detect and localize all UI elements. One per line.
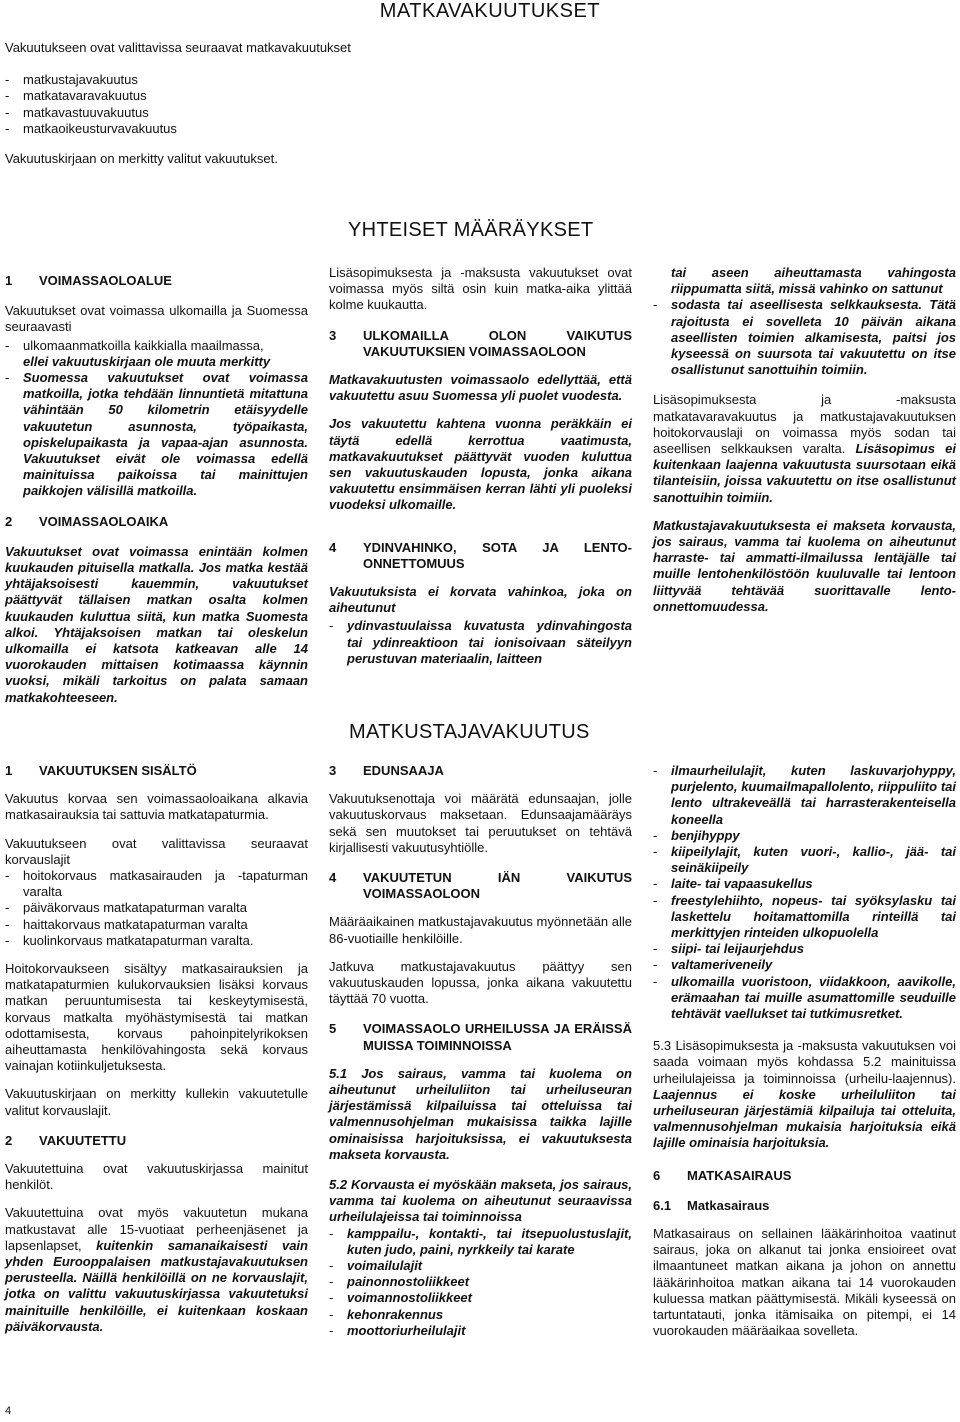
list-item: - ulkomaanmatkoilla kaikkialla maailmassa, ellei vakuutuskirjaan ole muuta merkitty [5,337,271,369]
list-item: - kuolinkorvaus matkatapaturman varalta. [5,932,254,948]
travel-column-2 [329,763,632,1339]
paragraph: Lisäsopimuksesta ja -maksusta matkatavaravakuutus ja matkustajavakuutuksen hoitokorvauslaji on voimassa myös sodan tai aseellisen selkkauksen varalta. Lisäsopimus ei kuitenkaan laajenna vakuutusta suursotaan eikä tilanteisiin, joissa vakuutettu on itse osallistunut sanottuihin toimiin. [653,392,956,505]
paragraph: Matkustajavakuutuksesta ei makseta korvausta, jos sairaus, vamma tai kuolema on aiheutunut harraste- tai ammatti-ilmailussa lentäjälle tai muille lentohenkilöstöön kuuluvalle tai lentoon liittyvää tehtävää suorittavalle lento-onnettomuudessa. [653,517,956,614]
paragraph: Lisäsopimuksesta ja -maksusta vakuutukset ovat voimassa myös siltä osin kuin matka-aika ylittää kolme kuukautta. [329,265,632,313]
paragraph: Vakuutus korvaa sen voimassaoloaikana alkavia matkasairauksia tai sattuvia matkatapaturmia. [5,791,308,823]
paragraph: 5.2 Korvausta ei myöskään makseta, jos sairaus, vamma tai kuolema on aiheutunut seuraavissa urheilulajeissa tai toiminnoissa [329,1177,632,1225]
paragraph: Jatkuva matkustajavakuutus päättyy sen vakuutuskauden lopussa, jonka aikana vakuutettu täyttää 70 vuotta. [329,958,632,1007]
paragraph: Vakuutuskirjaan on merkitty kullekin vakuutetulle valitut korvauslajit. [5,1086,308,1118]
paragraph: 5.1 Jos sairaus, vamma tai kuolema on aiheutunut urheiluliiton tai urheiluseuran järjestämissä kilpailuissa tai otteluissa tai valmennusohjelman mukaisissa taikka lajille ominaisissa harjoituksissa, ei vakuutuksesta makseta korvausta. [329,1065,632,1162]
list-item: - benjihyppy [653,827,740,843]
section-heading: 4 YDINVAHINKO, SOTA JA LENTO-ONNETTOMUUS [329,539,632,571]
list-item: - laite- tai vapaasukellus [653,876,813,892]
page-number: 4 [5,1405,12,1417]
section-heading: 2 VAKUUTETTU [5,1132,127,1148]
list-item: - matkustajavakuutus [5,72,138,88]
section-title-common: YHTEISET MÄÄRÄYKSET [348,219,594,241]
section-heading: 4 VAKUUTETUN IÄN VAIKUTUS VOIMASSAOLOON [329,870,632,902]
page-title: MATKAVAKUUTUKSET [379,0,600,22]
paragraph: Vakuutuksista ei korvata vahinkoa, joka on aiheutunut [329,584,632,616]
list-item: - ilmaurheilulajit, kuten laskuvarjohyppy, purjelento, kuumailmapallolento, riippuliito tai lento ultrakeveällä tai harrasterakenteisella koneella [653,763,956,827]
list-item: - voimannostoliikkeet [329,1290,472,1306]
list-item: - Suomessa vakuutukset ovat voimassa matkoilla, jotka tehdään linnuntietä mitattuna vähintään 50 kilometrin etäisyydelle vakuutetun asunnosta, työpaikasta, opiskelupaikasta ja vapaa-ajan asunnosta. Vakuutukset eivät ole voimassa edellä mainituissa paikoissa tai mainittujen paikkojen välisillä matkoilla. [5,370,308,499]
paragraph: Määräaikainen matkustajavakuutus myönnetään alle 86-vuotiaille henkilöille. [329,914,632,946]
paragraph: Jos vakuutettu kahtena vuonna peräkkäin ei täytä edellä kerrottua vaatimusta, matkavakuutukset päättyvät vuoden kuluttua sen vakuutuskauden lopusta, jonka aikana vakuutettu ensimmäisen kerran lähti yli puoleksi vuodeksi ulkomaille. [329,416,632,513]
paragraph: Vakuutukseen ovat valittavissa seuraavat korvauslajit [5,835,308,867]
paragraph: Vakuutettuina ovat vakuutuskirjassa mainitut henkilöt. [5,1161,308,1193]
intro-lead: Vakuutukseen ovat valittavissa seuraavat matkavakuutukset [5,40,351,55]
paragraph: Hoitokorvaukseen sisältyy matkasairauksien ja matkatapaturmien kulukorvauksien lisäksi korvaus matkan peruuntumisesta tai keskeytymisestä, korvaus matkalta myöhästymisestä tai matkan odottamisesta, korvaus pahoinpitelyrikoksen aiheuttamasta henkilövahingosta sekä korvaus vainajan kotiinkuljetuksesta. [5,961,308,1074]
list-item: - matkavastuuvakuutus [5,104,149,120]
list-item: - siipi- tai leijaurjehdus [653,941,804,957]
paragraph: Vakuutuksenottaja voi määrätä edunsaajan, jolle vakuutuskorvaus maksetaan. Edunsaajamääräys sekä sen muutokset tai peruutukset on tehtävä kirjallisesti vakuutusyhtiölle. [329,791,632,855]
list-item: - matkatavaravakuutus [5,88,147,104]
intro-block [5,40,625,179]
list-item: - matkaoikeusturvavakuutus [5,120,177,136]
section-heading: 1 VAKUUTUKSEN SISÄLTÖ [5,763,197,778]
list-item: - ydinvastuulaissa kuvatusta ydinvahingosta tai ydinreaktioon tai ionisoivaan säteilyyn perustuvan materiaalin, laitteen [329,618,632,666]
paragraph: Matkasairaus on sellainen lääkärinhoitoa vaatinut sairaus, joka on alkanut tai jonka ensioireet ovat ilmaantuneet matkan aikana ja johon on annettu lääkärinhoitoa matkan aikana tai 14 vuorokauden kuluessa matkan päättymisestä. Mikäli kyseessä on tartuntatauti, jonka itämisaika on pitempi, ei 14 vuorokauden määräaikaa sovelleta. [653,1226,956,1339]
section-heading: 1 VOIMASSAOLOALUE [5,273,172,288]
travel-column-1 [5,763,308,1347]
list-item: - kiipeilylajit, kuten vuori-, kallio-, jää- tai seinäkiipeily [653,844,956,876]
list-item: - kamppailu-, kontakti-, tai itsepuolustuslajit, kuten judo, paini, nyrkkeily tai karate [329,1225,632,1257]
list-item: - päiväkorvaus matkatapaturman varalta [5,900,248,916]
list-item: - voimailulajit [329,1258,423,1274]
list-item: - valtameriveneily [653,957,773,973]
travel-column-3 [653,763,956,1352]
section-heading: 3 EDUNSAAJA [329,763,444,778]
list-item: - kehonrakennus [329,1306,444,1322]
list-item: - haittakorvaus matkatapaturman varalta [5,916,248,932]
subsection-heading: 6.1 Matkasairaus [653,1197,770,1213]
list-item-continued: tai aseen aiheuttamasta vahingosta riippumatta siitä, missä vahinko on sattunut [671,265,956,297]
section-heading: 5 VOIMASSAOLO URHEILUSSA JA ERÄISSÄ MUISSA TOIMINNOISSA [329,1021,632,1053]
section-heading: 2 VOIMASSAOLOAIKA [5,513,169,529]
list-item: - hoitokorvaus matkasairauden ja -tapaturman varalta [5,868,308,900]
paragraph: 5.3 Lisäsopimuksesta ja -maksusta vakuutuksen voi saada voimaan myös kohdassa 5.2 mainituissa urheilulajeissa ja toiminnoissa (urheilu-laajennus). Laajennus ei koske urheiluliiton tai urheiluseuran järjestämiä kilpailuja tai otteluita, valmennusohjelman mukaisia harjoituksia eikä lajille ominaisia harjoituksia. [653,1038,956,1151]
list-item: - moottoriurheilulajit [329,1322,466,1338]
paragraph: Vakuutukset ovat voimassa ulkomailla ja Suomessa seuraavasti [5,303,308,335]
list-item: - ulkomailla vuoristoon, viidakkoon, aavikolle, erämaahan tai muille asumattomille seuduille tehtävät vaellukset tai tutkimusretket. [653,973,956,1022]
list-item: - sodasta tai aseellisesta selkkauksesta. Tätä rajoitusta ei sovelleta 10 päivän aikana aseellisten toimien alkamisesta, paitsi jos kyseessä on suursota tai vakuutettu on itse osallistunut sanottuihin toimiin. [653,297,956,378]
intro-note: Vakuutuskirjaan on merkitty valitut vakuutukset. [5,151,278,167]
section-heading: 6 MATKASAIRAUS [653,1167,792,1183]
common-column-3 [653,265,956,627]
common-column-2 [329,265,632,667]
paragraph: Vakuutettuina ovat myös vakuutetun mukana matkustavat alle 15-vuotiaat perheenjäsenet ja lapsenlapset, kuitenkin samanaikaisesti vain yhden Eurooppalaisen matkustajavakuutuksen perusteella. Näillä henkilöillä on ne korvauslajit, jotka on valittu vakuutuskirjassa vakuutetuksi mainituille henkilöille, ei kuitenkaan koskaan päiväkorvausta. [5,1205,308,1334]
section-title-travel: MATKUSTAJAVAKUUTUS [349,721,590,743]
section-heading: 3 ULKOMAILLA OLON VAIKUTUS VAKUUTUKSIEN VOIMASSAOLOON [329,327,632,359]
list-item: - painonnostoliikkeet [329,1274,470,1290]
paragraph: Matkavakuutusten voimassaolo edellyttää, että vakuutettu asuu Suomessa yli puolet vuodesta. [329,372,632,404]
common-column-1 [5,273,308,718]
list-item: - freestylehiihto, nopeus- tai syöksylasku tai laskettelu hoitamattomilla rinteillä tai merkittyjen rinteiden ulkopuolella [653,892,956,941]
paragraph: Vakuutukset ovat voimassa enintään kolmen kuukauden pituisella matkalla. Jos matka kestää yhtäjaksoisesti kauemmin, vakuutukset päättyvät tällaisen matkan osalta kolmen kuukauden kuluttua siitä, kun matka Suomesta alkoi. Yhtäjaksoisen matkan tai oleskelun ulkomailla ei katsota katkeavan alle 14 vuorokauden mittaisen kotimaassa käynnin vuoksi, mikäli tarkoitus on palata samaan matkakohteeseen. [5,543,308,705]
